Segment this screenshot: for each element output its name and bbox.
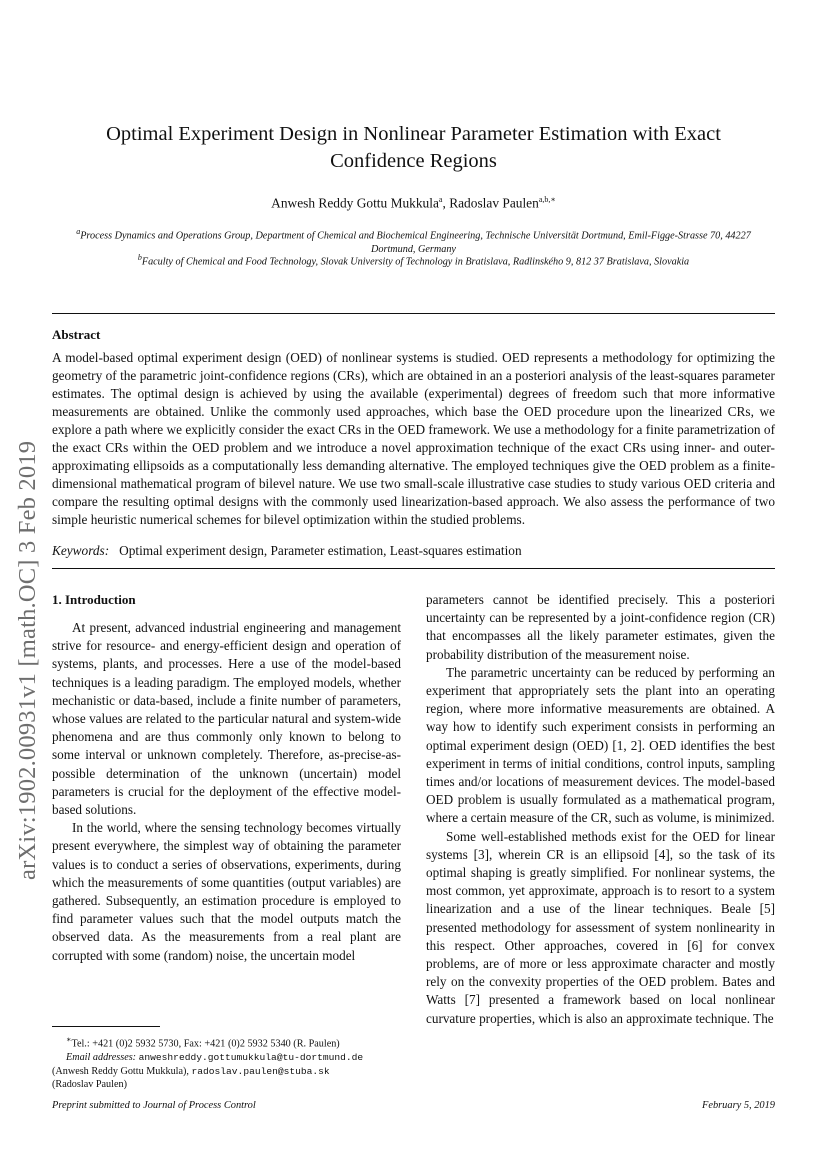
author-separator: , (442, 195, 450, 211)
email-owner: (Anwesh Reddy Gottu Mukkula), (52, 1065, 189, 1077)
paragraph: In the world, where the sensing technology becomes virtually present everywhere, the simplest way of obtaining the parameter values is to conduct a series of observations, experiments, during which the measurements of some quantities (output variables) are gathered. Subsequently, an estimation procedure is employed to find parameter values such that the model outputs match the observed data. As the measurements from a real plant are corrupted with some (random) noise, the uncertain model (52, 820, 401, 963)
keywords (52, 543, 522, 559)
author-affil-mark: a,b,∗ (538, 195, 556, 204)
abstract-bottom-rule (52, 568, 775, 569)
author-affil-mark: a (438, 195, 443, 204)
author-name: Anwesh Reddy Gottu Mukkula (271, 195, 439, 211)
arxiv-stamp: arXiv:1902.00931v1 [math.OC] 3 Feb 2019 (14, 440, 41, 880)
footer-journal: Preprint submitted to Journal of Process Control (52, 1100, 256, 1111)
affiliation-b (60, 251, 767, 269)
affiliation-text: Faculty of Chemical and Food Technology, Slovak University of Technology in Bratislava, Radlinského 9, 812 37 Bratislava, Slovakia (141, 256, 690, 268)
email-link[interactable]: radoslav.paulen@stuba.sk (191, 1065, 330, 1077)
left-column (52, 619, 401, 965)
paper-title: Optimal Experiment Design in Nonlinear Parameter Estimation with Exact Confidence Regions (106, 123, 721, 172)
right-column (426, 591, 775, 1028)
footnote-rule (52, 1026, 160, 1027)
email-link[interactable]: anweshreddy.gottumukkula@tu-dortmund.de (138, 1051, 364, 1063)
keywords-text: Optimal experiment design, Parameter estimation, Least-squares estimation (119, 543, 522, 558)
paragraph: At present, advanced industrial engineering and management strive for resource- and energy-efficient design and operation of systems, plants, and processes. Here a use of the model-based techniques is a leading paradigm. The employed models, whether mechanistic or data-based, include a finite number of parameters, whose values are related to the particular natural and system-wide phenomena and are thus commonly only known to belong to some interval or unknown completely. Therefore, as-precise-as-possible determination of the unknown (uncertain) model parameters is crucial for the deployment of the effective model-based solutions. (52, 620, 401, 818)
paragraph: Some well-established methods exist for the OED for linear systems [3], wherein CR is an ellipsoid [4], so the task of its optimal shaping is greatly simplified. For nonlinear systems, the most common, yet approximate, approach is to resort to a system linearization and a use of the linear techniques. Beale [5] presented methodology for assessment of system nonlinearity in this respect. Other approaches, covered in [6] for convex problems, are of more or less approximate character and mostly rely on the convexity properties of the OED problem. Bates and Watts [7] presented a framework based on local nonlinear curvature properties, which is also an approximate technique. The (426, 828, 775, 1026)
section-heading-introduction: 1. Introduction (52, 592, 136, 607)
paragraph: The parametric uncertainty can be reduced by performing an experiment that appropriately sets the plant into an operating region, where more informative measurements are obtained. A way how to identify such experiment consists in performing an optimal experiment design (OED) [1, 2]. OED identifies the best experiment in terms of initial conditions, control inputs, sampling times and/or locations of measurement devices. The model-based OED problem is usually formulated as a mathematical program, where a certain measure of the CR, such as volume, is minimized. (426, 664, 775, 826)
footnote-contact: Tel.: +421 (0)2 5932 5730, Fax: +421 (0)2 5932 5340 (R. Paulen) (71, 1038, 340, 1050)
abstract-text: A model-based optimal experiment design (OED) of nonlinear systems is studied. OED represents a methodology for optimizing the geometry of the parametric joint-confidence regions (CRs), which are obtained in an a posteriori analysis of the least-squares parameter estimates. The optimal design is achieved by using the available (experimental) degrees of freedom such that more informative measurements are obtained. Unlike the commonly used approaches, which base the OED procedure upon the linearized CRs, we explore a path where we explicitly consider the exact CRs in the OED framework. We use a methodology for a finite parametrization of the exact CRs within the OED problem and we introduce a novel approximation technique of the exact CRs using inner- and outer-approximating ellipsoids as a computationally less demanding alternative. The employed techniques give the OED problem as a finite-dimensional mathematical program of bilevel nature. We use two small-scale illustrative case studies to study various OED criteria and compare the resulting optimal designs with the commonly used linearization-based approach. We also assess the performance of two simple heuristic numerical schemes for bilevel optimization within the studied problems. (52, 350, 775, 527)
affiliation-mark: a (76, 227, 81, 236)
affiliation-mark: b (137, 253, 142, 262)
footer-date: February 5, 2019 (701, 1100, 775, 1111)
keywords-label: Keywords: (52, 543, 110, 558)
affiliation-text: Process Dynamics and Operations Group, Department of Chemical and Biochemical Engineering, Technische Universität Dortmund, Emil-Figge-Strasse 70, 44227 Dortmund, Germany (80, 230, 751, 256)
footnote-mark: ∗ (66, 1035, 72, 1044)
author-line (60, 195, 767, 211)
footnote (52, 1026, 401, 1092)
paragraph: parameters cannot be identified precisely. This a posteriori uncertainty can be represented by a joint-confidence region (CR) that encompasses all the likely parameter estimates, given the probability distribution of the measurement noise. (426, 592, 775, 662)
abstract-top-rule (52, 313, 775, 314)
email-owner: (Radoslav Paulen) (52, 1079, 127, 1091)
author-name: Radoslav Paulen (449, 195, 539, 211)
email-label: Email addresses: (66, 1051, 137, 1063)
abstract-heading: Abstract (52, 327, 101, 342)
